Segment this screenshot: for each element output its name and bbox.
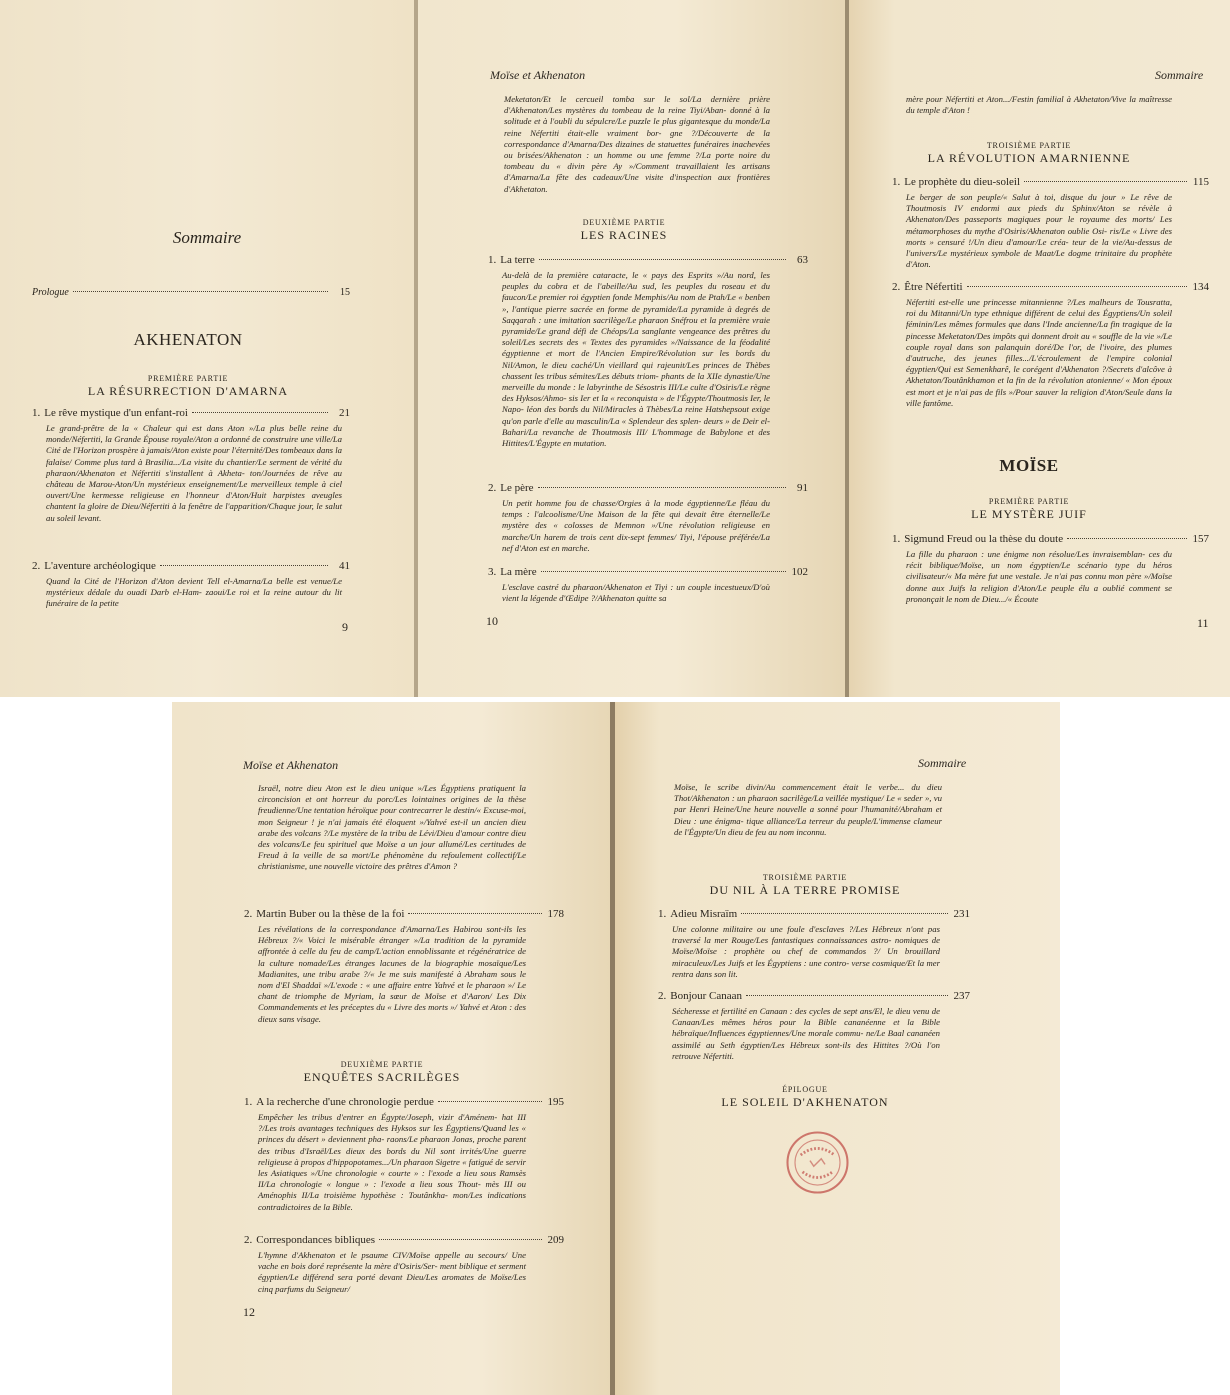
chapter-page: 21 [339, 407, 350, 419]
chapter-title: L'aventure archéologique [44, 560, 156, 572]
chapter-summary: Quand la Cité de l'Horizon d'Aton devient Tell el-Amarna/La belle est venue/Le mystérieux dédale du ouadi Darb el-Ham- zaoui/Le roi et la reine autour du lit funéraire de la petite [46, 576, 342, 609]
chapter-title: Bonjour Canaan [670, 990, 743, 1002]
chapter-number: 2. [488, 482, 497, 494]
chapter-summary: Au-delà de la première cataracte, le « pays des Esprits »/Au nord, les peuples du cobra et de l'abeille/Au sud, les peuples du roseau et du faucon/Le premier roi égyptien fonde Memphis/Au nom de Ptah/Le « benben », l'antique pierre sacrée en forme de pyramide/La pyramide à degrés de Saqqarah : une imitation sacrilège/Le pharaon Snéfrou et la première vraie pyramide/Le grand défi de Chéops/La sanglante vengeance des prêtres du soleil/Les secrets des « Textes des pyramides »/Naissance de la féodalité égyptienne et mort de l'Ancien Empire/Révolution sur les bords du Nil/Amon, le dieu caché/Un vieillard qui rajeunit/Les princes de Thèbes chassent les tribus sémites/Les débuts triom- phants de la XIIe dynastie/Une merveille du monde : le labyrinthe de Sésostris III/Le culte d'Osiris/Le règne des Hyksos/Ahmo- sis Ier et la « reconquista » de l'Égypte/Thoutmosis Ier, le Napo- léon des bords du Nil/Miracles à Thèbes/La reine Hatshepsout exige qu'on parle d'elle au masculin/La « Splendeur des splen- deurs » de Deir el-Bahari/La revanche de Thoutmosis III/ L'hommage de Babylone et des Hittites/L'Égypte en mutation. [502, 270, 770, 449]
page-11 [849, 0, 1230, 697]
part-title: LA RÉVOLUTION AMARNIENNE [927, 151, 1131, 165]
chapter-title: Martin Buber ou la thèse de la foi [256, 908, 405, 920]
dot-leader [538, 487, 786, 488]
dot-leader [438, 1101, 542, 1102]
continued-summary: Moïse, le scribe divin/Au commencement était le verbe... du dieu Thot/Akhenaton : un pharaon sacrilège/La veillée mystique/ Le « seder », vu par Henri Heine/Une heure nouvelle a sonné pour l'humanité/Abraham et Dieu : une énigma- tique alliance/La terreur du peuple/L'immense clameur de l'Égypte/Un dieu de feu au nom inconnu. [674, 782, 942, 837]
chapter-entry [244, 908, 564, 1025]
part-heading [474, 218, 774, 243]
dot-leader [1067, 538, 1187, 539]
chapter-entry [658, 990, 970, 1062]
chapter-entry [488, 254, 808, 449]
chapter-number: 3. [488, 566, 497, 578]
page-number: 11 [1197, 616, 1209, 630]
part-title: LA RÉSURRECTION D'AMARNA [87, 384, 289, 398]
chapter-title: Être Néfertiti [904, 281, 963, 293]
part-heading [879, 141, 1179, 166]
part-heading [655, 873, 955, 898]
dot-leader [73, 291, 328, 292]
page-number: 9 [342, 620, 348, 634]
chapter-entry [658, 908, 970, 980]
chapter-entry [244, 1096, 564, 1213]
dot-leader [160, 565, 328, 566]
part-label: TROISIÈME PARTIE [986, 141, 1072, 150]
chapter-number: 2. [244, 1234, 253, 1246]
chapter-summary: L'hymne d'Akhenaton et le psaume CIV/Moïse appelle au secours/ Une vache en bois doré représente la mère d'Osiris/Ser- ment biblique et serment égyptien/Le différend sera porté devant Dieu/Les aromates de Moïse/Les cinq parfums du Seigneur/ [258, 1250, 526, 1294]
dot-leader [379, 1239, 542, 1240]
part-label: DEUXIÈME PARTIE [340, 1060, 424, 1069]
chapter-page: 178 [547, 908, 564, 920]
running-head: Moïse et Akhenaton [490, 68, 586, 82]
part-title: LE MYSTÈRE JUIF [971, 507, 1087, 521]
chapter-summary: Le grand-prêtre de la « Chaleur qui est dans Aton »/La plus belle reine du monde/Néfertiti, la Grande Épouse royale/Aton a ordonné de construire une ville/La Cité de l'Horizon prospère à jamais/Aton existe pour l'éternité/Des tombeaux dans la falaise/ Comme plus tard à Brasilia.../La visite du chantier/Le serment de vérité du pharaon/Akhenaton et Néfertiti s'installent à Akheta- ton/Journées de rêve au château de Marou-Aton/Un mystérieux enseignement/Le merveilleux temple à ciel ouvert/Une kermesse religieuse en l'honneur d'Aton/Huit harpistes aveugles chantent la gloire de Dieu/Néfertiti à la fenêtre de l'apparition/Chaque jour, le salut au soleil levant. [46, 423, 342, 523]
chapter-summary: Empêcher les tribus d'entrer en Égypte/Joseph, vizir d'Aménem- hat III ?/Les trois avantages techniques des Hyksos sur les Égyptiens/Quand les « princes du désert » deviennent pha- raons/Le pharaon Jonas, proche parent des tribus d'Israël/Les dieux des bords du Nil sont irrités/Une guerre religieuse à propos d'hippopotames.../Un pharaon Sigetre « fatigué de servir les Asiatiques »/Une chronologie « courte » : l'exode a lieu sous Ramsès II/La chronologie « longue » : l'exode a lieu sous Thout- mès III ou Aménophis II/La troisième hypothèse : Toutânkha- mon/Les indications contradictoires de la Bible. [258, 1112, 526, 1212]
continued-summary: Meketaton/Et le cercueil tomba sur le sol/La dernière prière d'Akhenaton/Les mystères du tombeau de la reine Tiyi/Aban- donné à la solitude et à l'oubli du sépulcre/Le puzzle le plus gigantesque du monde/La reine Néfertiti était-elle vraiment bor- gne ?/Découverte de la correspondance d'Amarna/Des dizaines de statuettes funéraires inachevées ou brisées/Akhenaton : un homme ou une femme ?/La porte noire du tombeau du « divin père Ay »/Comment travaillaient les artisans d'Amarna/La fête des cadeaux/Une visite d'inspection aux frontières d'Akhetaton. [504, 94, 770, 194]
chapter-page: 134 [1192, 281, 1209, 293]
chapter-page: 209 [547, 1234, 564, 1246]
running-head: Moïse et Akhenaton [243, 758, 339, 772]
part-label: PREMIÈRE PARTIE [147, 374, 229, 383]
library-stamp-icon [780, 1125, 855, 1200]
chapter-page: 115 [1192, 176, 1209, 188]
chapter-entry [892, 176, 1209, 270]
chapter-page: 41 [339, 560, 350, 572]
page-10 [418, 0, 845, 697]
chapter-title: Le prophète du dieu-soleil [904, 176, 1021, 188]
chapter-title: Sigmund Freud ou la thèse du doute [904, 533, 1064, 545]
chapter-number: 2. [658, 990, 667, 1002]
chapter-page: 91 [797, 482, 808, 494]
continued-summary: mère pour Néfertiti et Aton.../Festin familial à Akhetaton/Vive la maîtresse du temple d'Aton ! [906, 94, 1172, 116]
part-heading [879, 497, 1179, 522]
page-9 [0, 0, 414, 697]
chapter-page: 231 [953, 908, 970, 920]
page-number: 12 [243, 1305, 255, 1319]
chapter-number: 2. [32, 560, 41, 572]
section-title-moise: MOÏSE [999, 456, 1059, 475]
chapter-number: 1. [488, 254, 497, 266]
chapter-entry [32, 560, 350, 610]
chapter-title: La mère [500, 566, 537, 578]
part-label: TROISIÈME PARTIE [762, 873, 848, 882]
chapter-title: A la recherche d'une chronologie perdue [256, 1096, 434, 1108]
epilogue-title: LE SOLEIL D'AKHENATON [721, 1095, 889, 1109]
chapter-entry [244, 1234, 564, 1295]
chapter-summary: Les révélations de la correspondance d'Amarna/Les Habirou sont-ils les Hébreux ?/« Voici le misérable étranger »/La tradition de la pyramide affrontée à celle du feu de camp/L'action ennoblissante et régénératrice de la culture nomade/Les étranges lacunes de la biographie mosaïque/Les Madianites, une tribu arabe ?/« Je me suis manifesté à Abraham sous le nom d'El Shaddaï »/L'exode : « une affaire entre Yahvé et le pharaon »/ Le chant de triomphe de Myriam, la sœur de Moïse et d'Aaron/ Les Dix Commandements et les préceptes du « Livre des morts »/ Yahvé et Aton : des dieux sans visage. [258, 924, 526, 1024]
dot-leader [539, 259, 786, 260]
prologue-page: 15 [340, 287, 350, 298]
prologue-entry [32, 287, 350, 298]
page-13 [615, 702, 1060, 1395]
chapter-number: 2. [892, 281, 901, 293]
part-label: DEUXIÈME PARTIE [582, 218, 666, 227]
part-heading [0, 374, 376, 399]
chapter-title: Correspondances bibliques [256, 1234, 376, 1246]
chapter-entry [892, 281, 1209, 409]
chapter-summary: Un petit homme fou de chasse/Orgies à la mode égyptienne/Le fléau du temps : l'alcoolisme/Une Maison de la fête qui devait être éternelle/Le mystère des « colosses de Memnon »/Une révolution religieuse en marche/Un harem de trois cent dix-sept femmes/ Tiyi, l'épouse préférée/La nef d'Aton est en marche. [502, 498, 770, 553]
chapter-title: La terre [500, 254, 535, 266]
dot-leader [967, 286, 1187, 287]
continued-summary: Israël, notre dieu Aton est le dieu unique »/Les Égyptiens pratiquent la circoncision et ont horreur du porc/Les lointaines origines de la thèse freudienne/Une tentation héroïque pour contrecarrer le destin/« Excuse-moi, mon Seigneur ! je n'ai jamais été éloquent »/Yahvé est-il un ancien dieu arabe des volcans ?/Le mystère de la tribu de Lévi/Dieu d'amour contre dieu des volcans/Le feu spirituel que Moïse a un jour allumé/Les certitudes de Freud à la veille de sa mort/Le phénomène du refoulement collectif/Le christianisme, une nouvelle victoire des prêtres d'Amon ? [258, 783, 526, 872]
chapter-page: 63 [797, 254, 808, 266]
chapter-summary: L'esclave castré du pharaon/Akhenaton et Tiyi : un couple incestueux/D'où vient la légende d'Œdipe ?/Akhenaton quitte sa [502, 582, 770, 604]
chapter-summary: Le berger de son peuple/« Salut à toi, disque du jour » Le rêve de Thoutmosis IV endormi aux pieds du Sphinx/Aton se révèle à Akhenaton/Des passeports magiques pour le royaume des morts/ Les métamorphoses du mythe d'Osiris/Akhenaton oublie Osi- ris/Le « Livre des morts » censuré !/Un dieu d'amour/Le créa- teur de la vie/Au-dessus de l'univers/Le mystérieux symbole de Maat/Le dogme trinitaire du prophète d'Aton. [906, 192, 1172, 270]
dot-leader [741, 913, 948, 914]
chapter-number: 2. [244, 908, 253, 920]
part-heading [232, 1060, 532, 1085]
dot-leader [746, 995, 948, 996]
chapter-number: 1. [892, 176, 901, 188]
running-head: Sommaire [918, 756, 967, 770]
page-12 [172, 702, 610, 1395]
chapter-title: Le père [500, 482, 534, 494]
part-title: ENQUÊTES SACRILÈGES [303, 1070, 461, 1084]
part-title: LES RACINES [580, 228, 668, 242]
epilogue-heading [655, 1085, 955, 1110]
dot-leader [541, 571, 786, 572]
chapter-page: 102 [791, 566, 808, 578]
chapter-number: 1. [658, 908, 667, 920]
dot-leader [1024, 181, 1187, 182]
chapter-page: 237 [953, 990, 970, 1002]
prologue-label: Prologue [32, 287, 69, 298]
dot-leader [192, 412, 328, 413]
chapter-summary: Néfertiti est-elle une princesse mitannienne ?/Les malheurs de Tousratta, roi du Mitanni/Un type ethnique différent de celui des Égyptiens/Un soleil féminin/Les mêmes formules que dans l'Inde ancienne/La fin tragique de la pincesse Meketaton/Des impôts qui donnent droit au « souffle de la vie »/Le couple royal dans son palanquin doré/De l'or, de l'ivoire, des plumes d'autruche, des jeunes filles.../L'écroulement de l'empire colonial égyptien/Qui est Semenkharê, le corégent d'Akhenaton ?/Secrets d'alcôve à Akhetaton/Toutânkhamon et la fin de la révolution atonienne/ « Mon époux est mort et je n'ai pas de fils »/Pour sauver la religion d'Aton/Seule dans la ville fantôme. [906, 297, 1172, 408]
chapter-number: 1. [892, 533, 901, 545]
chapter-title: Le rêve mystique d'un enfant-roi [44, 407, 188, 419]
chapter-entry [892, 533, 1209, 605]
chapter-page: 195 [547, 1096, 564, 1108]
chapter-title: Adieu Misraïm [670, 908, 738, 920]
chapter-entry [32, 407, 350, 524]
contents-title: Sommaire [172, 228, 242, 247]
section-title-akhenaton: AKHENATON [133, 330, 243, 349]
epilogue-label: ÉPILOGUE [782, 1085, 828, 1094]
chapter-entry [488, 482, 808, 554]
chapter-number: 1. [244, 1096, 253, 1108]
chapter-summary: Sécheresse et fertilité en Canaan : des cycles de sept ans/El, le dieu venu de Canaan/Les mêmes héros pour la Bible cananéenne et la Bible hébraïque/Influences égyptiennes/Une morale commu- ne/Le Baal cananéen assimilé au Seth égyptien/Les Hébreux sont-ils des Hittites ?/Où l'on retrouve Néfertiti. [672, 1006, 940, 1061]
page-number: 10 [486, 614, 498, 628]
running-head: Sommaire [1155, 68, 1204, 82]
chapter-number: 1. [32, 407, 41, 419]
chapter-summary: Une colonne militaire ou une foule d'esclaves ?/Les Hébreux n'ont pas traversé la mer Rouge/Les fantastiques connaissances astro- nomiques de Moïse/Moïse : prophète ou chef de commandos ?/ Un brouillard miraculeux/Les Juifs et les Égyptiens : une contro- verse cosmique/Et la mer rentra dans son lit. [672, 924, 940, 979]
chapter-summary: La fille du pharaon : une énigme non résolue/Les invraisemblan- ces du récit biblique/Moïse, un nom égyptien/Le scénario type du héros civilisateur/« Ma mère fut une vestale. Je n'ai pas connu mon père »/Moïse donne aux Juifs la religion d'Aton/Le peuple élu a oublié comment se prononçait le nom de Dieu.../« Écoute [906, 549, 1172, 604]
dot-leader [408, 913, 542, 914]
part-label: PREMIÈRE PARTIE [988, 497, 1070, 506]
chapter-page: 157 [1192, 533, 1209, 545]
chapter-entry [488, 566, 808, 604]
part-title: DU NIL À LA TERRE PROMISE [709, 883, 901, 897]
